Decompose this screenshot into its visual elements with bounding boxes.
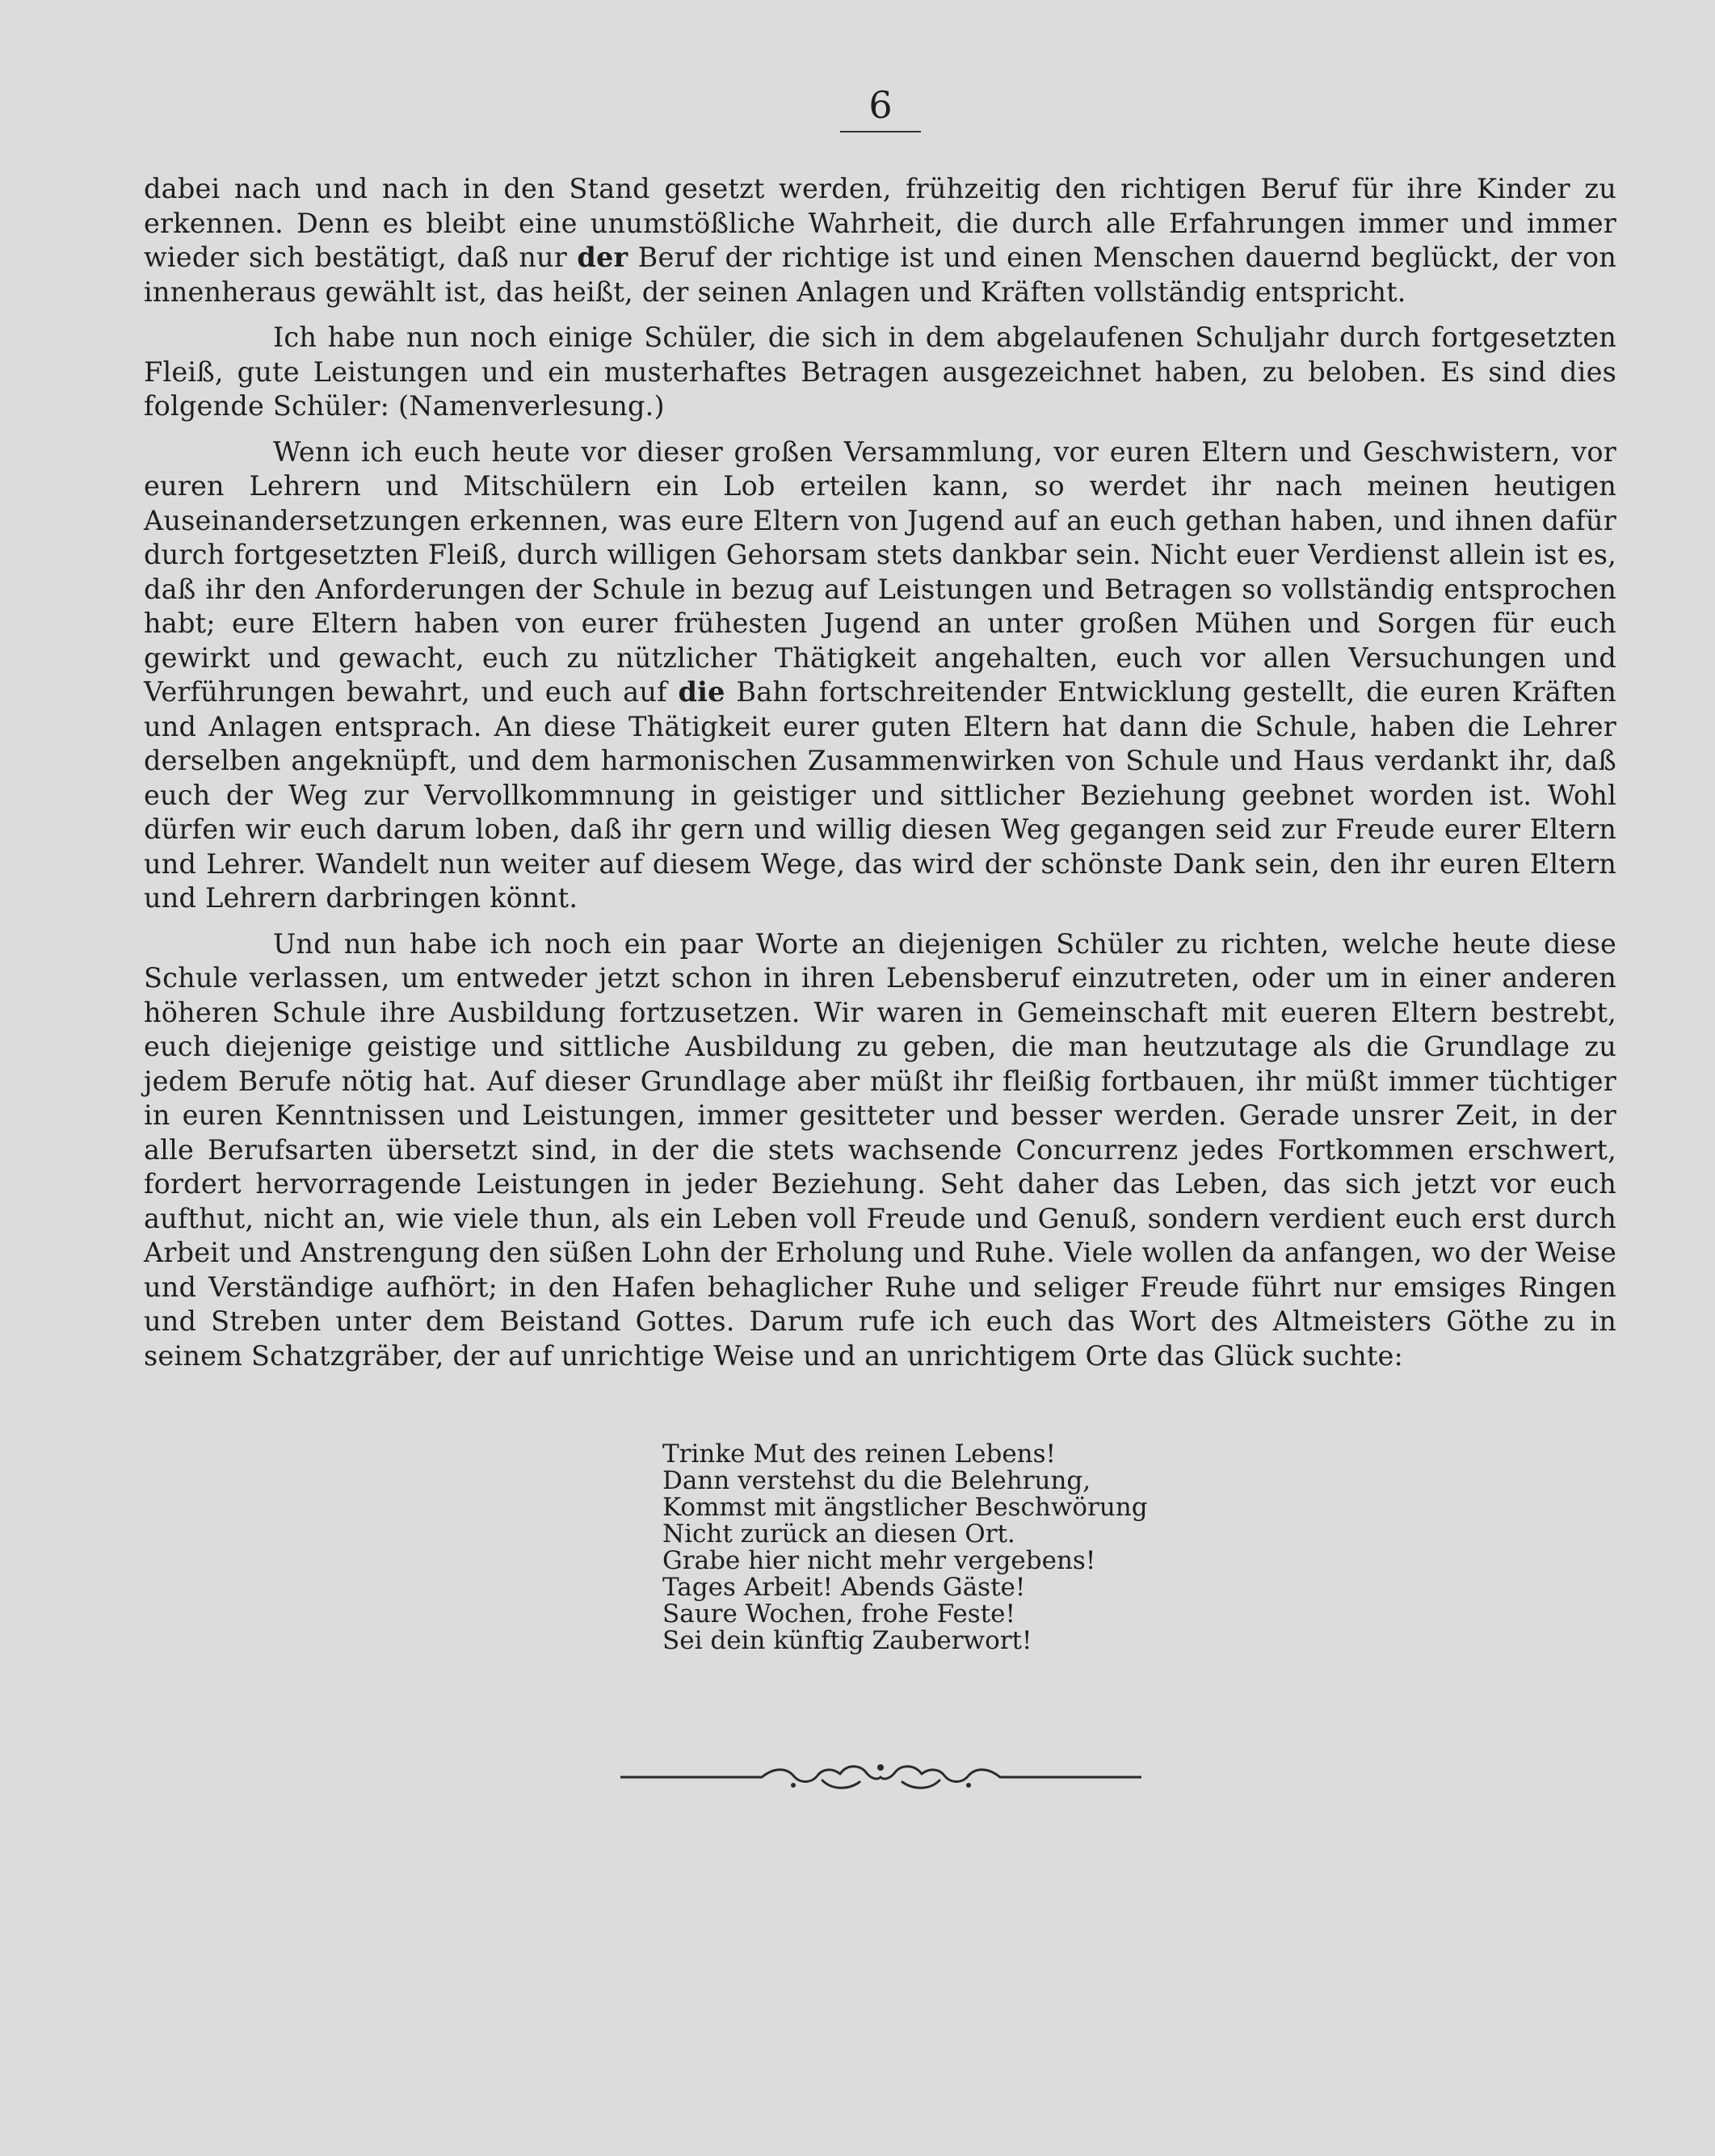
- body-text: [144, 172, 1616, 1385]
- paragraph-text: dabei nach und nach in den Stand gesetzt werden, frühzeitig den richtigen Beruf für ihre Kinder zu erkennen. Denn es bleibt eine unumstößliche Wahrheit, die durch alle Erfahrungen immer und immer wieder sich bestätigt, daß nur: [144, 173, 1616, 273]
- paragraph-text: Bahn fortschreitender Entwicklung gestellt, die euren Kräften und Anlagen entsprach. An diese Thätigkeit eurer guten Eltern hat dann die Schule, haben die Lehrer derselben angeknüpft, und dem harmonischen Zusammenwirken von Schule und Haus verdankt ihr, daß euch der Weg zur Vervollkommnung in geistiger und sittlicher Beziehung geebnet worden ist. Wohl dürfen wir euch darum loben, daß ihr gern und willig diesen Weg gegangen seid zur Freude eurer Eltern und Lehrer. Wandelt nun weiter auf diesem Wege, das wird der schönste Dank sein, den ihr euren Eltern und Lehrern darbringen könnt.: [144, 676, 1616, 914]
- paragraph-text: Ich habe nun noch einige Schüler, die sich in dem abgelaufenen Schuljahr durch fortgesetzten Fleiß, gute Leistungen und ein musterhaftes Betragen ausgezeichnet haben, zu beloben. Es sind dies folgende Schüler: (Namenverlesung.): [144, 322, 1616, 422]
- poem-line: Grabe hier nicht mehr vergebens!: [662, 1546, 1096, 1575]
- paragraph: [144, 172, 1616, 309]
- emphasis-text: der: [577, 242, 628, 273]
- poem-line: Nicht zurück an diesen Ort.: [662, 1519, 1015, 1549]
- emphasis-text: die: [678, 676, 725, 708]
- page-number: 6: [840, 81, 921, 132]
- paragraph-text: Wenn ich euch heute vor dieser großen Versammlung, vor euren Eltern und Geschwistern, vor euren Lehrern und Mitschülern ein Lob erteilen kann, so werdet ihr nach meinen heutigen Auseinandersetzungen erkennen, was eure Eltern von Jugend auf an euch gethan haben, und ihnen dafür durch fortgesetzten Fleiß, durch willigen Gehorsam stets dankbar sein. Nicht euer Verdienst allein ist es, daß ihr den Anforderungen der Schule in bezug auf Leistungen und Betragen so vollständig entsprochen habt; eure Eltern haben von eurer frühesten Jugend an unter großen Mühen und Sorgen für euch gewirkt und gewacht, euch zu nützlicher Thätigkeit angehalten, euch vor allen Versuchungen und Verführungen bewahrt, und euch auf: [144, 435, 1616, 708]
- paragraph: [144, 435, 1616, 916]
- paragraph: [144, 927, 1616, 1374]
- poem-quote: [662, 1441, 1148, 1654]
- poem-line: Tages Arbeit! Abends Gäste!: [662, 1573, 1026, 1602]
- poem-line: Dann verstehst du die Belehrung,: [662, 1466, 1091, 1495]
- paragraph: [144, 321, 1616, 424]
- flourish-divider-icon: [620, 1756, 1141, 1798]
- paragraph-text: Und nun habe ich noch ein paar Worte an diejenigen Schüler zu richten, welche heute diese Schule verlassen, um entweder jetzt schon in ihren Lebensberuf einzutreten, oder um in einer anderen höheren Schule ihre Ausbildung fortzusetzen. Wir waren in Gemeinschaft mit eueren Eltern bestrebt, euch diejenige geistige und sittliche Ausbildung zu geben, die man heutzutage als die Grundlage zu jedem Berufe nötig hat. Auf dieser Grundlage aber müßt ihr fleißig fortbauen, ihr müßt immer tüchtiger in euren Kenntnissen und Leistungen, immer gesitteter und besser werden. Gerade unsrer Zeit, in der alle Berufsarten übersetzt sind, in der die stets wachsende Concurrenz jedes Fortkommen erschwert, fordert hervorragende Leistungen in jeder Beziehung. Seht daher das Leben, das sich jetzt vor euch aufthut, nicht an, wie viele thun, als ein Leben voll Freude und Genuß, sondern verdient euch erst durch Arbeit und Anstrengung den süßen Lohn der Erholung und Ruhe. Viele wollen da anfangen, wo der Weise und Verständige aufhört; in den Hafen behaglicher Ruhe und seliger Freude führt nur emsiges Ringen und Streben unter dem Beistand Gottes. Darum rufe ich euch das Wort des Altmeisters Göthe zu in seinem Schatzgräber, der auf unrichtige Weise und an unrichtigem Orte das Glück suchte:: [144, 927, 1616, 1372]
- poem-line: Sei dein künftig Zauberwort!: [662, 1626, 1032, 1655]
- poem-line: Saure Wochen, frohe Feste!: [662, 1599, 1015, 1629]
- poem-line: Trinke Mut des reinen Lebens!: [662, 1439, 1056, 1469]
- poem-line: Kommst mit ängstlicher Beschwörung: [662, 1493, 1148, 1522]
- paragraph-text: Beruf der richtige ist und einen Menschen dauernd beglückt, der von innenheraus gewählt ist, das heißt, der seinen Anlagen und Kräften vollständig entspricht.: [144, 242, 1616, 308]
